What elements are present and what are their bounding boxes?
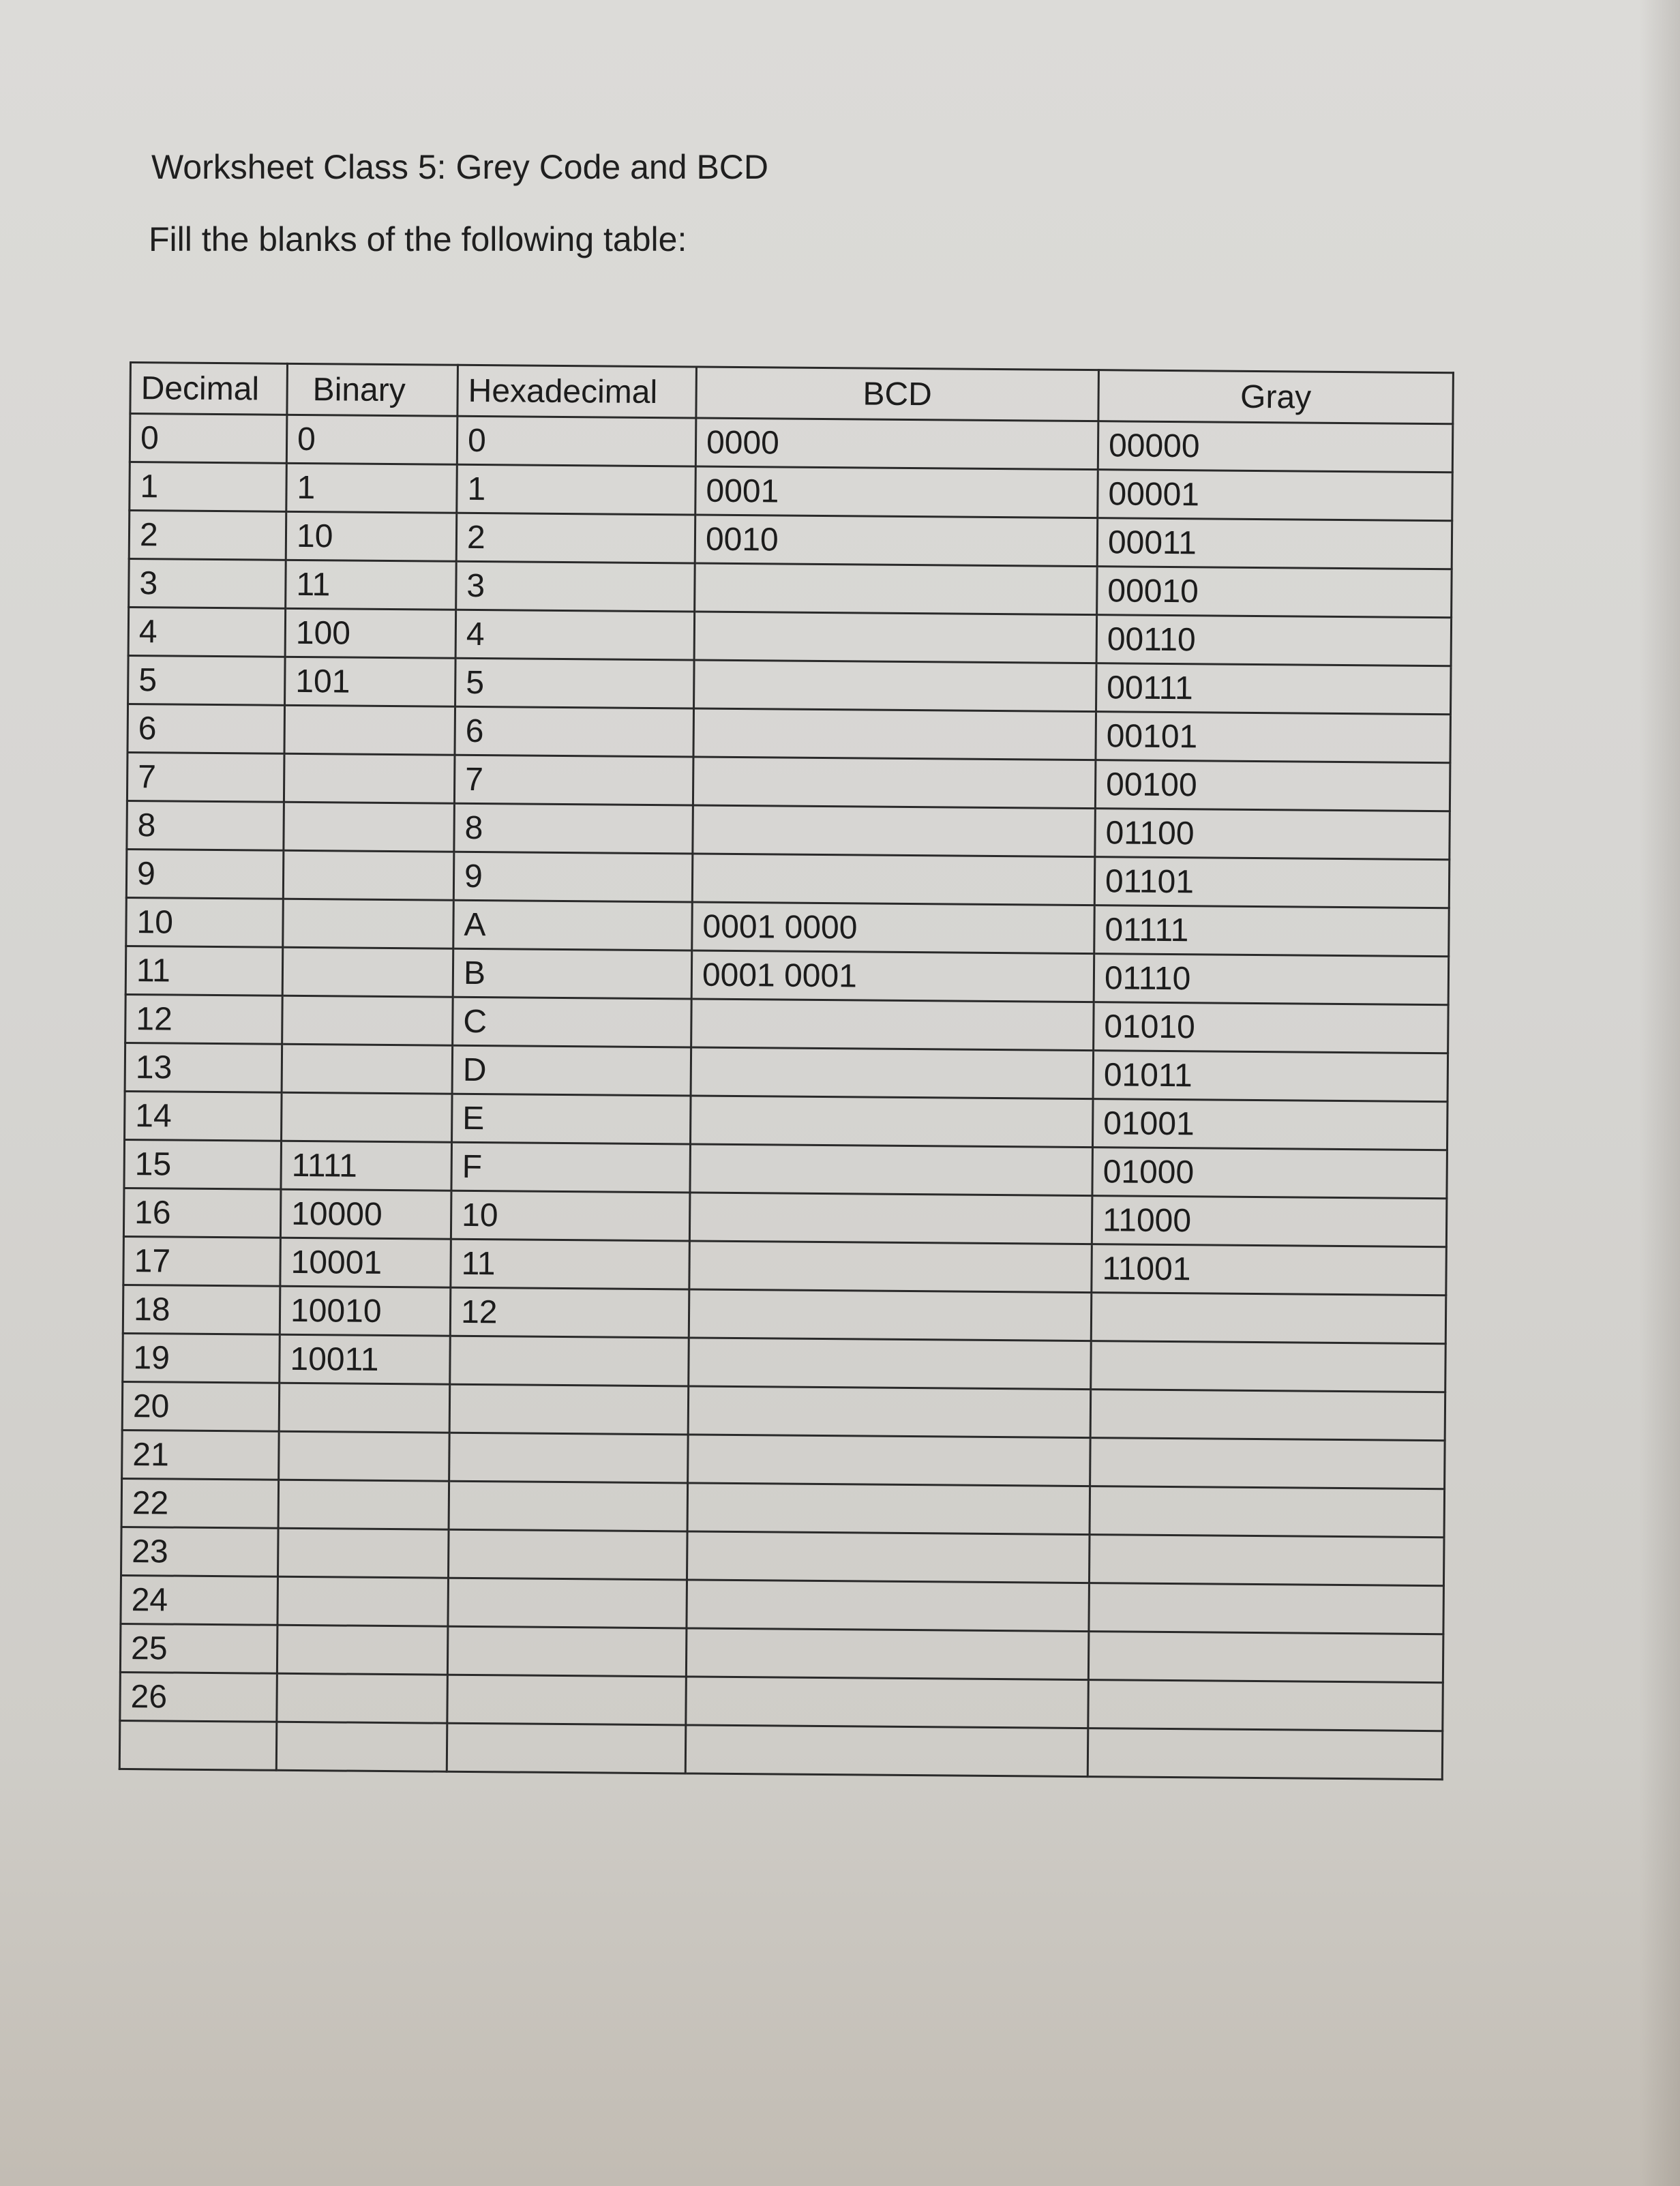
decimal-cell: 19 <box>123 1333 280 1383</box>
gray-cell <box>1088 1680 1443 1731</box>
bcd-cell: 0000 <box>695 418 1098 470</box>
hexadecimal-cell: 1 <box>457 464 696 515</box>
gray-cell: 01101 <box>1094 857 1450 908</box>
decimal-cell <box>119 1720 277 1770</box>
binary-cell <box>282 947 453 997</box>
binary-cell: 11 <box>286 560 457 610</box>
gray-cell: 01111 <box>1094 905 1450 957</box>
header-hexadecimal: Hexadecimal <box>457 365 697 418</box>
decimal-cell: 2 <box>129 511 286 560</box>
bcd-cell <box>693 757 1096 809</box>
hexadecimal-cell: A <box>453 900 693 950</box>
binary-cell: 10010 <box>280 1286 451 1336</box>
hexadecimal-cell <box>449 1529 688 1580</box>
bcd-cell <box>689 1193 1092 1244</box>
decimal-cell: 9 <box>126 849 284 899</box>
decimal-cell: 10 <box>126 897 284 947</box>
bcd-cell <box>687 1483 1090 1535</box>
decimal-cell: 11 <box>125 946 283 995</box>
decimal-cell: 7 <box>127 752 284 802</box>
decimal-cell: 26 <box>120 1672 278 1722</box>
decimal-cell: 3 <box>129 559 286 609</box>
binary-cell: 1 <box>286 463 457 513</box>
bcd-cell: 0001 0001 <box>691 950 1094 1002</box>
binary-cell: 101 <box>285 657 456 706</box>
bcd-cell <box>691 1096 1094 1148</box>
bcd-cell <box>691 1047 1094 1099</box>
binary-cell: 0 <box>286 415 457 464</box>
gray-cell <box>1088 1728 1443 1780</box>
binary-cell <box>277 1625 448 1675</box>
hexadecimal-cell <box>448 1578 687 1628</box>
binary-cell: 10011 <box>280 1334 451 1384</box>
hexadecimal-cell <box>447 1675 687 1725</box>
binary-cell: 10 <box>286 511 457 561</box>
bcd-cell <box>695 563 1098 615</box>
bcd-cell <box>687 1531 1090 1583</box>
decimal-cell: 14 <box>125 1091 282 1141</box>
bcd-cell: 0001 <box>695 466 1098 518</box>
table-row <box>119 1720 1442 1779</box>
bcd-cell <box>688 1435 1091 1486</box>
gray-cell: 00010 <box>1097 567 1452 618</box>
bcd-cell <box>687 1580 1090 1632</box>
decimal-cell: 17 <box>123 1236 281 1286</box>
binary-cell: 100 <box>285 608 456 658</box>
bcd-cell <box>691 999 1094 1051</box>
gray-cell: 00101 <box>1096 712 1451 763</box>
gray-cell: 01011 <box>1093 1051 1448 1102</box>
hexadecimal-cell: 5 <box>455 658 695 708</box>
hexadecimal-cell: 9 <box>453 852 693 902</box>
decimal-cell: 22 <box>121 1478 279 1528</box>
hexadecimal-cell <box>447 1626 687 1677</box>
hexadecimal-cell <box>447 1723 686 1773</box>
binary-cell <box>284 753 455 803</box>
gray-cell: 11001 <box>1092 1244 1447 1296</box>
bcd-cell <box>685 1725 1088 1777</box>
decimal-cell: 15 <box>124 1139 282 1189</box>
gray-cell: 01000 <box>1092 1148 1448 1199</box>
gray-cell: 01100 <box>1095 809 1450 860</box>
decimal-cell: 13 <box>125 1043 282 1092</box>
decimal-cell: 0 <box>130 414 287 464</box>
hexadecimal-cell: 2 <box>456 513 695 563</box>
decimal-cell: 18 <box>123 1285 280 1334</box>
gray-cell <box>1088 1632 1443 1683</box>
hexadecimal-cell <box>449 1384 689 1435</box>
hexadecimal-cell <box>449 1433 689 1483</box>
hexadecimal-cell: 7 <box>454 755 693 805</box>
decimal-cell: 20 <box>122 1381 280 1431</box>
hexadecimal-cell: B <box>453 948 692 999</box>
decimal-cell: 1 <box>130 462 287 512</box>
gray-cell: 00111 <box>1096 663 1452 715</box>
gray-cell: 11000 <box>1092 1196 1447 1247</box>
worksheet-instruction: Fill the blanks of the following table: <box>149 220 687 258</box>
bcd-cell: 0001 0000 <box>692 902 1095 954</box>
decimal-cell: 12 <box>125 994 283 1044</box>
gray-cell <box>1091 1341 1446 1392</box>
decimal-cell: 5 <box>128 655 286 705</box>
binary-cell <box>278 1576 449 1626</box>
binary-cell <box>278 1528 449 1578</box>
bcd-cell <box>693 805 1096 857</box>
hexadecimal-cell: 10 <box>451 1191 690 1241</box>
gray-cell: 01001 <box>1092 1099 1448 1150</box>
binary-cell <box>277 1673 448 1723</box>
bcd-cell <box>689 1338 1092 1390</box>
header-bcd: BCD <box>696 367 1099 421</box>
bcd-cell <box>692 854 1095 905</box>
bcd-cell <box>686 1628 1089 1680</box>
decimal-cell: 23 <box>121 1527 279 1576</box>
header-binary: Binary <box>287 363 458 416</box>
gray-cell <box>1091 1293 1446 1344</box>
binary-cell: 1111 <box>281 1141 452 1191</box>
binary-cell <box>283 850 454 900</box>
paper-shadow <box>1639 0 1680 2186</box>
decimal-cell: 24 <box>121 1575 278 1625</box>
bcd-cell <box>694 612 1097 663</box>
binary-cell <box>284 802 455 852</box>
header-gray: Gray <box>1098 370 1454 424</box>
binary-cell <box>282 1092 453 1142</box>
hexadecimal-cell: E <box>452 1094 691 1144</box>
decimal-cell: 8 <box>127 800 284 850</box>
decimal-cell: 4 <box>128 608 286 657</box>
binary-cell <box>278 1480 449 1529</box>
hexadecimal-cell: 6 <box>455 706 694 757</box>
binary-cell <box>279 1431 450 1481</box>
hexadecimal-cell: C <box>453 997 692 1047</box>
hexadecimal-cell: F <box>451 1142 691 1193</box>
bcd-cell <box>693 708 1096 760</box>
binary-cell: 10001 <box>280 1238 451 1287</box>
hexadecimal-cell: 11 <box>451 1239 690 1289</box>
hexadecimal-cell: D <box>452 1045 691 1096</box>
hexadecimal-cell <box>449 1481 688 1531</box>
binary-cell <box>283 899 454 948</box>
hexadecimal-cell: 0 <box>457 416 696 466</box>
hexadecimal-cell: 12 <box>450 1287 689 1338</box>
gray-cell: 00110 <box>1096 615 1452 666</box>
gray-cell: 00000 <box>1098 421 1453 473</box>
bcd-cell <box>689 1289 1092 1341</box>
gray-cell <box>1089 1535 1444 1586</box>
bcd-cell <box>688 1386 1091 1438</box>
gray-cell <box>1090 1438 1445 1489</box>
gray-cell: 00001 <box>1098 470 1453 521</box>
decimal-cell: 21 <box>122 1430 280 1480</box>
binary-cell <box>282 995 453 1045</box>
binary-cell <box>279 1383 450 1433</box>
gray-cell: 01010 <box>1094 1002 1449 1053</box>
header-decimal: Decimal <box>130 363 288 415</box>
bcd-cell <box>694 660 1097 712</box>
gray-cell: 00100 <box>1095 760 1450 811</box>
binary-cell <box>284 705 455 755</box>
binary-cell <box>282 1044 453 1094</box>
hexadecimal-cell: 8 <box>454 803 693 854</box>
bcd-cell <box>689 1241 1092 1293</box>
gray-cell <box>1090 1390 1445 1441</box>
gray-cell: 00011 <box>1097 518 1452 569</box>
decimal-cell: 6 <box>127 704 285 753</box>
gray-cell: 01110 <box>1094 954 1449 1005</box>
hexadecimal-cell: 4 <box>455 610 695 660</box>
bcd-cell <box>686 1677 1089 1728</box>
binary-cell <box>276 1722 447 1771</box>
worksheet-title: Worksheet Class 5: Grey Code and BCD <box>151 148 769 186</box>
binary-cell: 10000 <box>280 1189 451 1239</box>
table-body <box>119 414 1453 1780</box>
decimal-cell: 16 <box>123 1188 281 1238</box>
gray-cell <box>1089 1583 1444 1634</box>
gray-cell <box>1090 1486 1445 1538</box>
hexadecimal-cell <box>450 1336 689 1386</box>
conversion-table <box>119 361 1454 1780</box>
hexadecimal-cell: 3 <box>456 561 695 612</box>
bcd-cell: 0010 <box>695 515 1098 567</box>
decimal-cell: 25 <box>120 1623 278 1673</box>
bcd-cell <box>690 1144 1093 1196</box>
